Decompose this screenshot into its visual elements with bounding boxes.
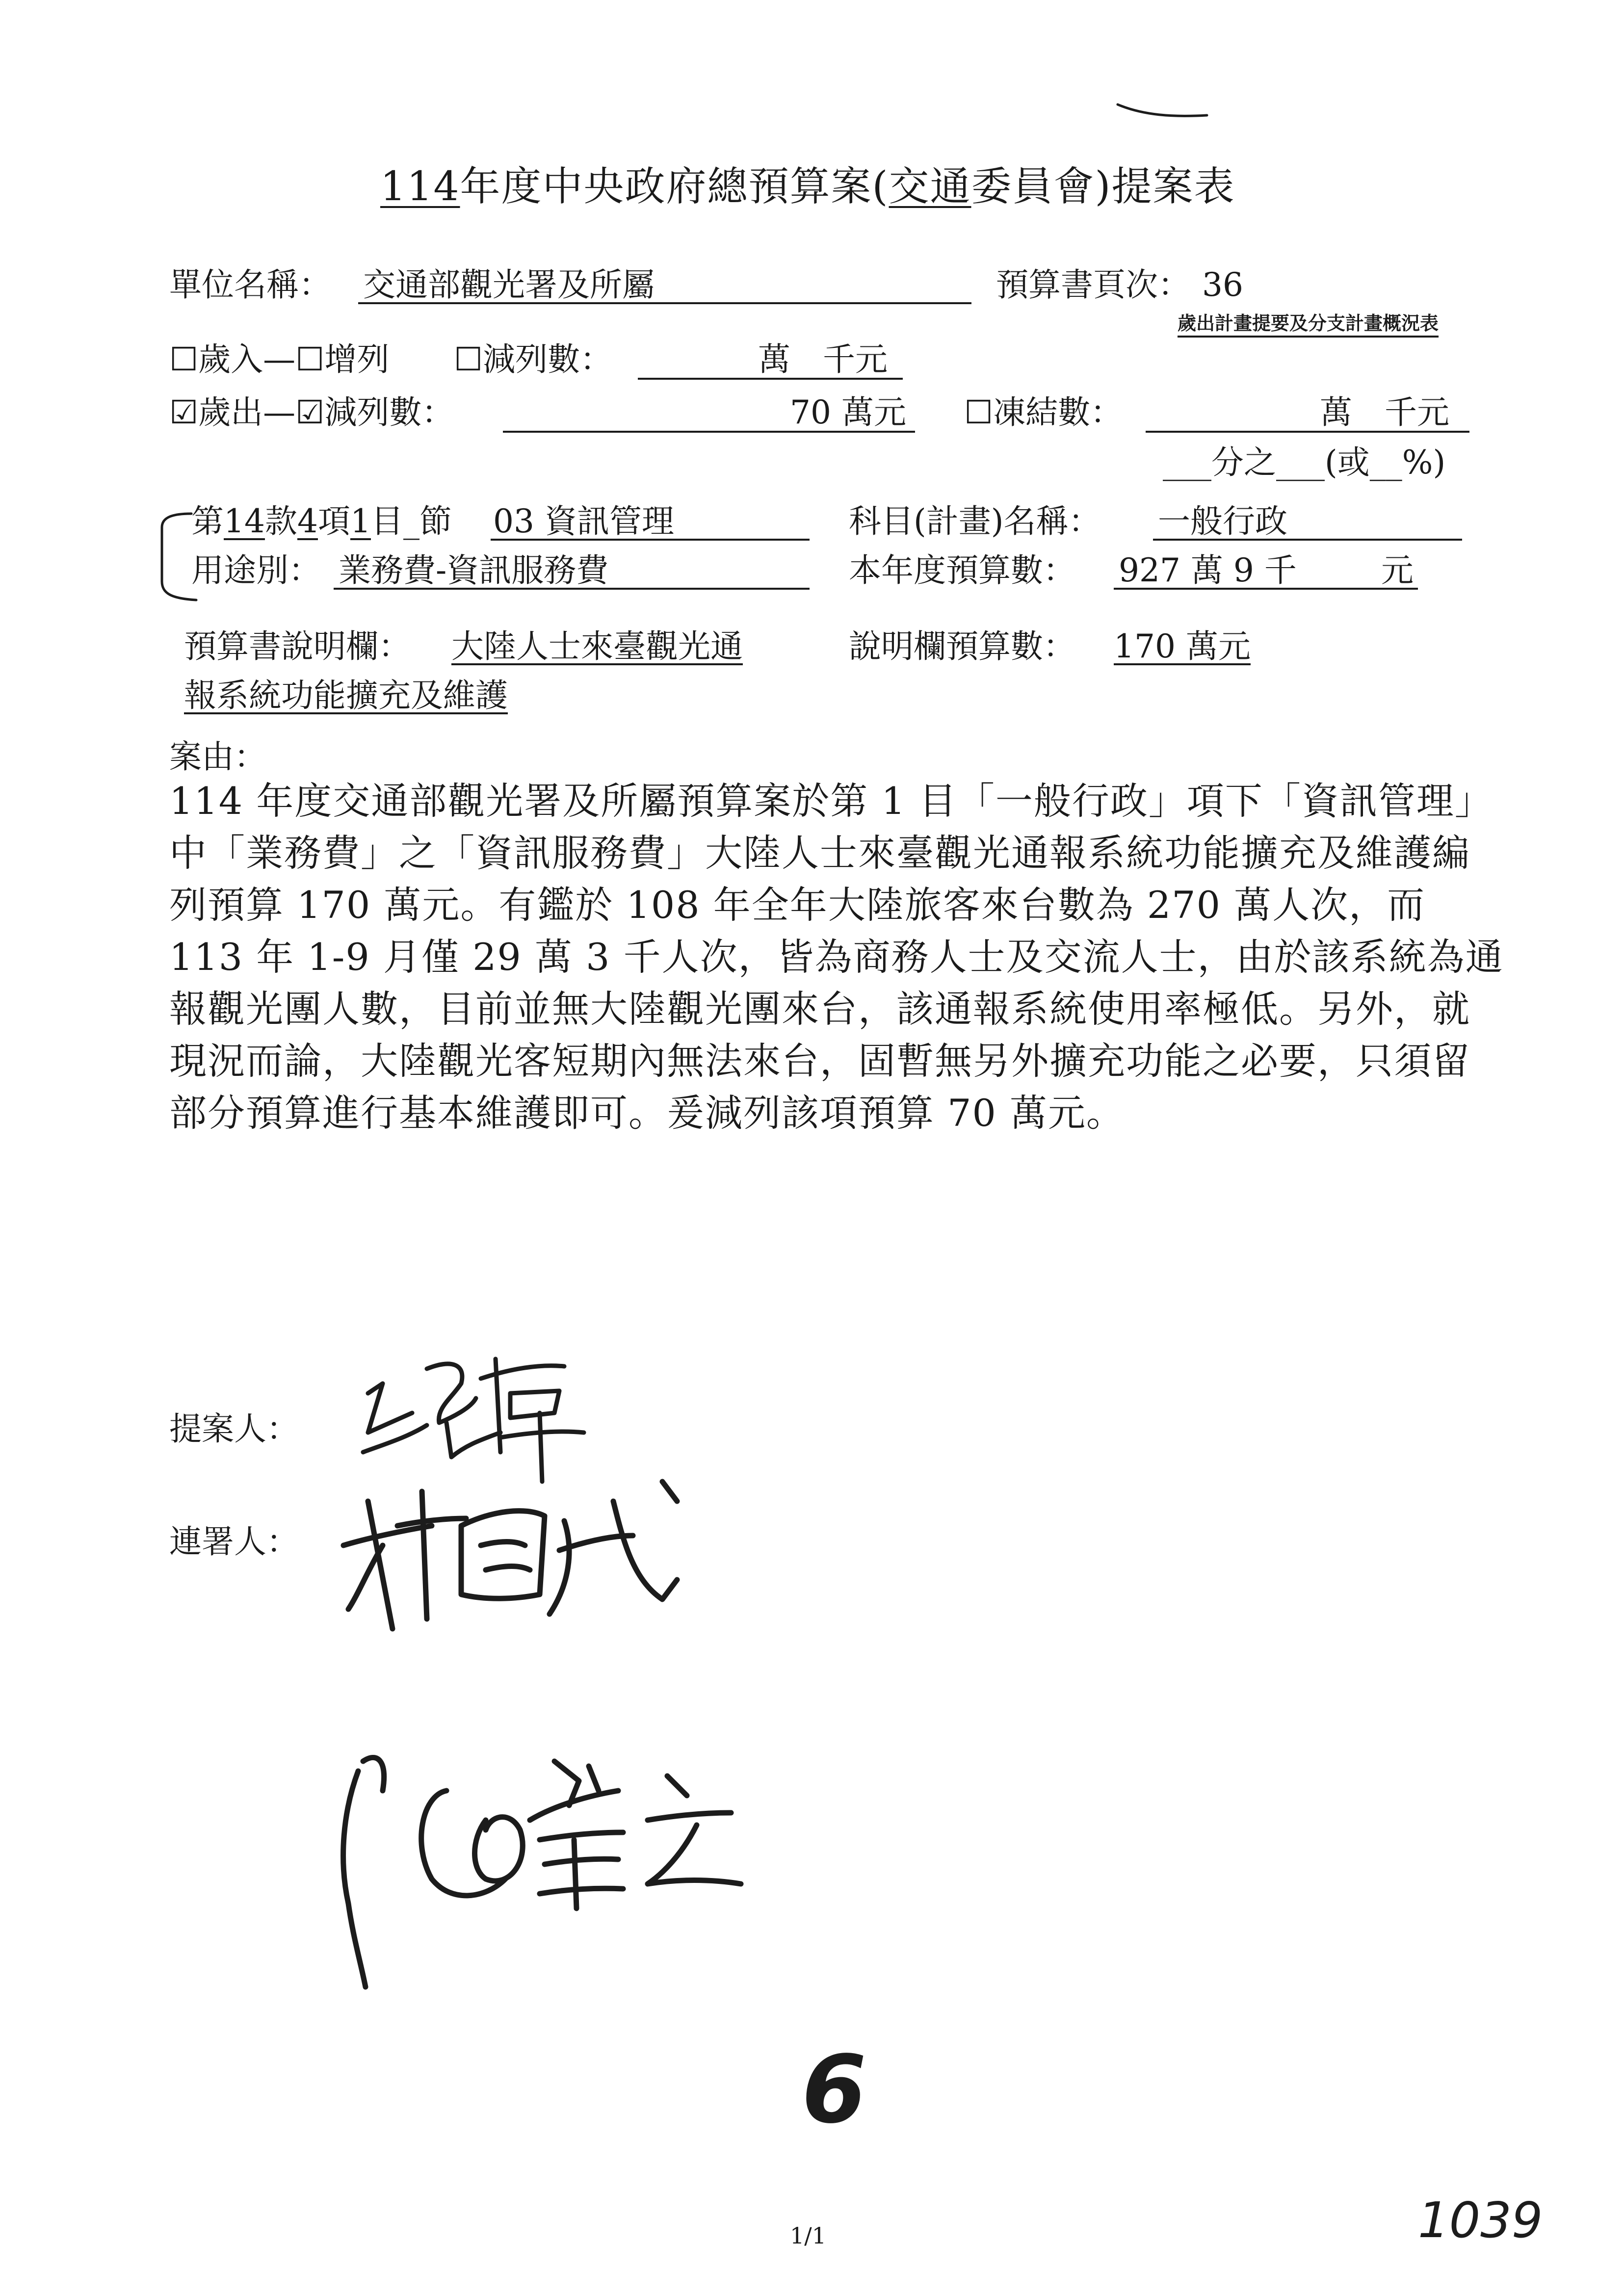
decrease-checkbox[interactable]: ☐ xyxy=(454,340,483,378)
section-name: 03 資訊管理 xyxy=(493,502,674,540)
page-title: 114年度中央政府總預算案(交通委員會)提案表 xyxy=(380,163,1235,210)
annual-budget-underline xyxy=(1114,588,1418,590)
proposer-label: 提案人： xyxy=(169,1410,299,1448)
usage-underline xyxy=(334,588,810,590)
cosigner-label: 連署人： xyxy=(169,1523,299,1561)
freeze-amount-underline xyxy=(1146,431,1469,433)
account-underline xyxy=(1153,539,1462,541)
revenue-line: ☐歲入—☐增列 xyxy=(169,340,390,378)
annual-budget-value: 927 萬 9 千 xyxy=(1119,551,1297,589)
revenue-checkbox[interactable]: ☐ xyxy=(169,340,199,378)
budget-page-note: 歲出計畫提要及分支計畫概況表 xyxy=(1178,312,1439,334)
expense-amount: 70 萬元 xyxy=(790,393,906,431)
account-label: 科目(計畫)名稱： xyxy=(849,502,1101,540)
explanation-budget-value: 170 萬元 xyxy=(1114,627,1251,665)
explanation-value-line1: 大陸人士來臺觀光通 xyxy=(451,627,743,665)
svg-text:6: 6 xyxy=(801,2036,867,2134)
section-underline xyxy=(491,539,810,541)
handwritten-page-number xyxy=(1413,2183,1560,2252)
section-line: 第14款4項1目_節 xyxy=(191,502,452,540)
explanation-label: 預算書說明欄： xyxy=(184,627,411,665)
unit-name-underline xyxy=(358,302,971,304)
budget-page-label: 預算書頁次： xyxy=(996,266,1190,304)
cosigner-signature-1 xyxy=(339,1472,692,1639)
explanation-value-line2: 報系統功能擴充及維護 xyxy=(184,677,508,714)
pen-stroke-mark xyxy=(1114,96,1212,125)
revenue-decrease: ☐減列數： xyxy=(454,340,613,378)
handwritten-number xyxy=(790,2036,878,2134)
budget-page-value: 36 xyxy=(1202,266,1243,304)
svg-text:1039: 1039 xyxy=(1418,2192,1543,2249)
unit-name-label: 單位名稱： xyxy=(169,266,331,304)
usage-value: 業務費-資訊服務費 xyxy=(339,551,609,589)
unit-name-value: 交通部觀光署及所屬 xyxy=(363,266,655,304)
reason-label: 案由： xyxy=(169,738,266,776)
freeze-ratio: ___分之___(或__%) xyxy=(1163,444,1446,481)
expense-amount-underline xyxy=(503,431,915,433)
annual-budget-label: 本年度預算數： xyxy=(849,551,1075,589)
freeze-amount: 萬 千元 xyxy=(1320,393,1449,431)
revenue-amount: 萬 千元 xyxy=(758,340,888,378)
footer-page-number: 1/1 xyxy=(790,2222,827,2249)
annual-budget-unit: 元 xyxy=(1381,551,1414,589)
freeze-group: ☐凍結數： xyxy=(964,393,1123,431)
expense-decrease-checkbox[interactable]: ☑ xyxy=(295,393,325,431)
increase-checkbox[interactable]: ☐ xyxy=(295,340,325,378)
revenue-amount-underline xyxy=(638,378,903,380)
proposer-signature xyxy=(353,1339,608,1487)
reason-text: 114 年度交通部觀光署及所屬預算案於第 1 目「一般行政」項下「資訊管理」中「業務費」之「資訊服務費」大陸人士來臺觀光通報系統功能擴充及維護編列預算 170 萬元。有鑑於 108 年全年大陸旅客來台數為 270 萬人次，而 113 年 1-9 月僅 29 萬 3 千人次，皆為商務人士及交流人士，由於該系統為通報觀光團人數，目前並無大陸觀光團來台，該通報系統使用率極低。另外，就現況而論，大陸觀光客短期內無法來台，固暫無另外擴充功能之必要，只須留部分預算進行基本維護即可。爰減列該項預算 70 萬元。 xyxy=(169,779,1504,1135)
usage-label: 用途別： xyxy=(191,551,321,589)
account-value: 一般行政 xyxy=(1158,502,1287,540)
expenditure-checkbox[interactable]: ☑ xyxy=(169,393,199,431)
cosigner-signature-2 xyxy=(324,1732,765,2007)
explanation-budget-label: 說明欄預算數： xyxy=(849,627,1075,665)
expense-line: ☑歲出—☑減列數： xyxy=(169,393,454,431)
freeze-checkbox[interactable]: ☐ xyxy=(964,393,994,431)
